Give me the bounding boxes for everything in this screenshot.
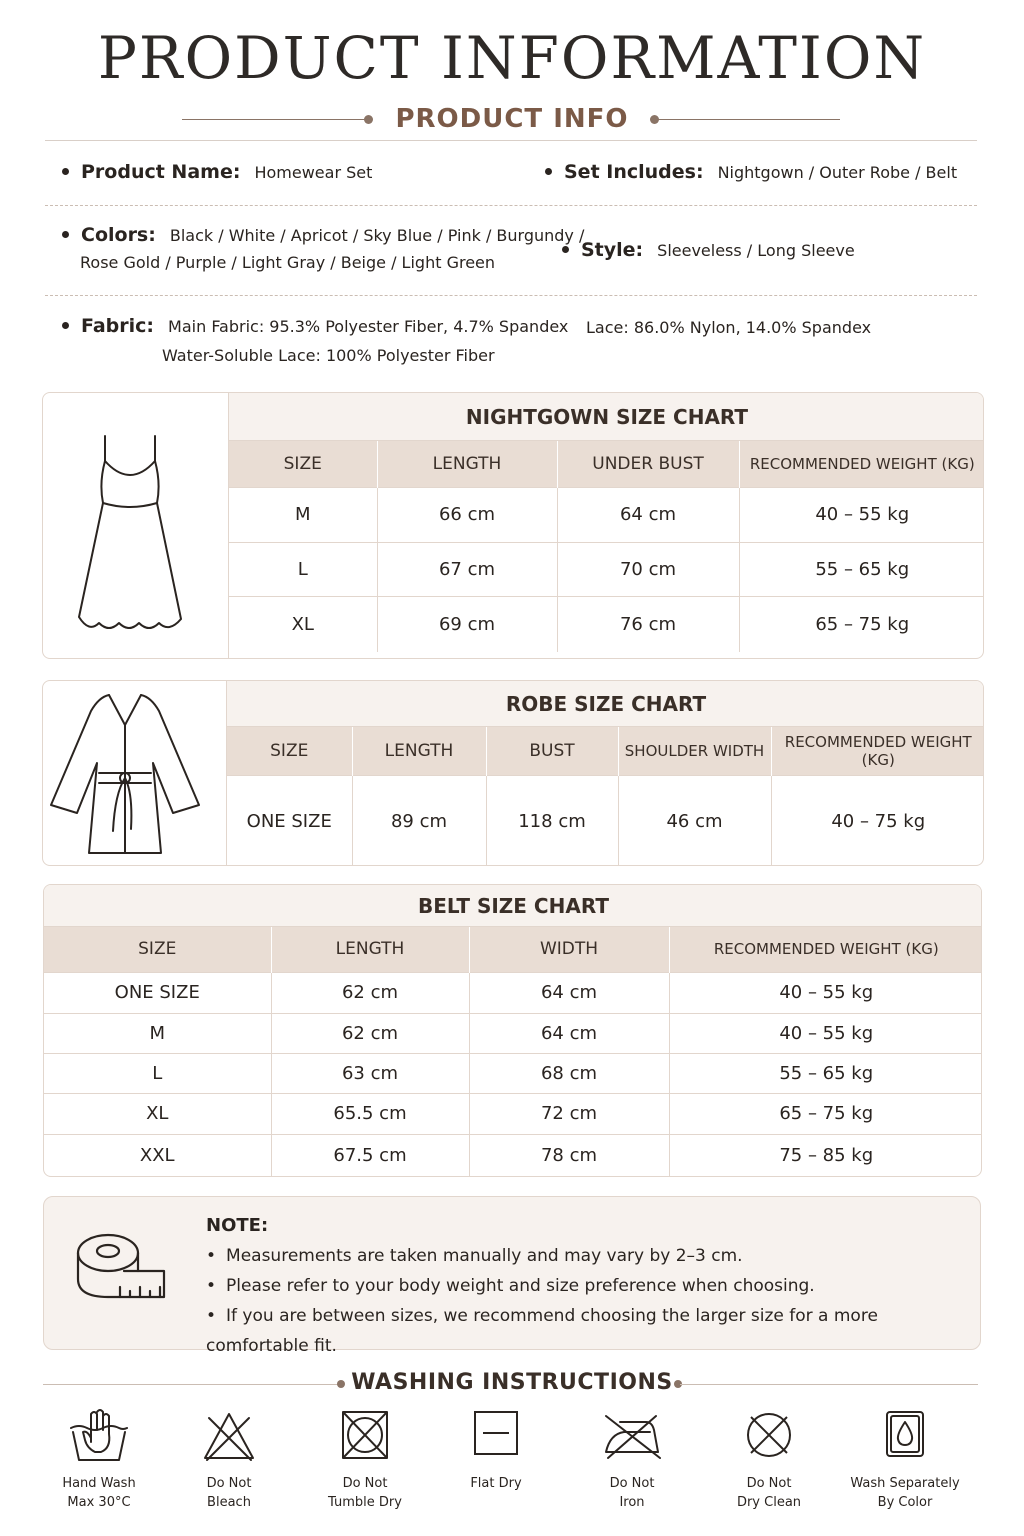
col-size: SIZE: [44, 927, 271, 972]
wash-label-line2: Iron: [619, 1495, 645, 1510]
wash-item-no-dry-clean: [704, 1408, 834, 1512]
fabric-water-soluble: Water-Soluble Lace: 100% Polyester Fiber: [162, 346, 495, 365]
table-row: [44, 1093, 982, 1134]
bullet: [62, 231, 69, 238]
section-subtitle: PRODUCT INFO: [395, 104, 629, 134]
product-name-row: [62, 159, 372, 186]
nightgown-illustration: [43, 393, 229, 658]
cell-bust: 118 cm: [486, 775, 618, 866]
fabric-label: Fabric:: [81, 315, 155, 337]
nightgown-size-chart: [42, 392, 984, 659]
colors-value-line2: Rose Gold / Purple / Light Gray / Beige / Light Green: [80, 253, 496, 272]
no-tumble-dry-icon: [333, 1408, 397, 1464]
col-length: LENGTH: [352, 727, 486, 775]
col-size: SIZE: [229, 441, 377, 487]
cell-weight: 65 – 75 kg: [739, 596, 984, 652]
colors-row: [62, 222, 584, 276]
bullet: [562, 246, 569, 253]
bullet: [62, 322, 69, 329]
col-width: WIDTH: [469, 927, 669, 972]
belt-size-chart: [43, 884, 982, 1177]
wash-item-hand-wash: [34, 1408, 164, 1512]
cell-size: L: [229, 542, 377, 596]
wash-item-no-tumble-dry: [300, 1408, 430, 1512]
fabric-row: [62, 313, 568, 340]
wash-item-wash-separately: [840, 1408, 970, 1512]
wash-label-line2: Bleach: [207, 1495, 251, 1510]
wash-label-line1: Do Not: [342, 1476, 388, 1491]
cell-weight: 40 – 55 kg: [669, 1013, 982, 1053]
cell-length: 67.5 cm: [271, 1134, 469, 1176]
table-row: [44, 972, 982, 1013]
wash-label-line1: Do Not: [206, 1476, 252, 1491]
note-box: [43, 1196, 981, 1356]
washing-title: WASHING INSTRUCTIONS: [351, 1370, 673, 1395]
wash-label-line2: Max 30°C: [67, 1495, 131, 1510]
note-item: • Measurements are taken manually and may vary by 2–3 cm.: [206, 1241, 980, 1271]
cell-weight: 40 – 55 kg: [739, 487, 984, 542]
table-row: [229, 487, 984, 542]
washing-heading: [0, 1370, 1024, 1402]
bullet: [62, 168, 69, 175]
wash-label-line1: Do Not: [746, 1476, 792, 1491]
wash-separately-icon: [873, 1408, 937, 1464]
col-length: LENGTH: [377, 441, 557, 487]
table-row: [44, 1134, 982, 1176]
table-row: [227, 775, 984, 866]
cell-length: 63 cm: [271, 1053, 469, 1093]
cell-length: 62 cm: [271, 1013, 469, 1053]
cell-weight: 75 – 85 kg: [669, 1134, 982, 1176]
col-recommended-weight: RECOMMENDED WEIGHT (KG): [771, 727, 984, 775]
cell-length: 62 cm: [271, 972, 469, 1013]
note-title: NOTE:: [206, 1215, 269, 1236]
belt-chart-title: BELT SIZE CHART: [44, 885, 982, 927]
col-recommended-weight: RECOMMENDED WEIGHT (KG): [669, 927, 982, 972]
nightgown-chart-title: NIGHTGOWN SIZE CHART: [229, 393, 984, 441]
flat-dry-icon: [464, 1408, 528, 1464]
fabric-main: Main Fabric: 95.3% Polyester Fiber, 4.7% Spandex: [168, 317, 569, 336]
product-name-label: Product Name:: [81, 161, 241, 183]
wash-item-no-bleach: [164, 1408, 294, 1512]
cell-weight: 65 – 75 kg: [669, 1093, 982, 1134]
robe-chart-title: ROBE SIZE CHART: [227, 681, 984, 727]
colors-label: Colors:: [81, 224, 156, 246]
robe-table: [227, 727, 984, 866]
col-shoulder-width: SHOULDER WIDTH: [618, 727, 771, 775]
wash-label-line1: Hand Wash: [62, 1476, 136, 1491]
no-iron-icon: [600, 1408, 664, 1464]
note-item: • Please refer to your body weight and size preference when choosing.: [206, 1271, 980, 1301]
nightgown-icon: [43, 393, 229, 659]
page-title: PRODUCT INFORMATION: [97, 24, 927, 92]
cell-shoulder-width: 46 cm: [618, 775, 771, 866]
col-under-bust: UNDER BUST: [557, 441, 739, 487]
cell-size: ONE SIZE: [227, 775, 352, 866]
cell-width: 68 cm: [469, 1053, 669, 1093]
dashed-divider: [45, 295, 977, 296]
cell-length: 66 cm: [377, 487, 557, 542]
wash-label-line2: By Color: [877, 1495, 933, 1510]
col-size: SIZE: [227, 727, 352, 775]
cell-weight: 40 – 55 kg: [669, 972, 982, 1013]
cell-weight: 55 – 65 kg: [669, 1053, 982, 1093]
cell-length: 89 cm: [352, 775, 486, 866]
cell-size: XXL: [44, 1134, 271, 1176]
cell-width: 64 cm: [469, 972, 669, 1013]
set-includes-value: Nightgown / Outer Robe / Belt: [717, 163, 958, 182]
style-value: Sleeveless / Long Sleeve: [657, 241, 855, 260]
robe-illustration: [43, 681, 227, 865]
cell-weight: 55 – 65 kg: [739, 542, 984, 596]
cell-size: M: [229, 487, 377, 542]
cell-length: 65.5 cm: [271, 1093, 469, 1134]
wash-label-line1: Flat Dry: [470, 1476, 522, 1491]
measuring-tape-icon: [76, 1229, 168, 1309]
bullet: [545, 168, 552, 175]
cell-size: XL: [229, 596, 377, 652]
table-row: [229, 596, 984, 652]
fabric-lace: Lace: 86.0% Nylon, 14.0% Spandex: [586, 318, 872, 337]
col-bust: BUST: [486, 727, 618, 775]
dashed-divider: [45, 205, 977, 206]
colors-value-line1: Black / White / Apricot / Sky Blue / Pink / Burgundy /: [169, 226, 585, 245]
divider-right: [680, 1384, 978, 1385]
table-row: [229, 542, 984, 596]
nightgown-table: [229, 441, 984, 652]
wash-item-no-iron: [567, 1408, 697, 1512]
cell-under-bust: 76 cm: [557, 596, 739, 652]
no-dry-clean-icon: [737, 1408, 801, 1464]
belt-table: [44, 927, 982, 1176]
cell-width: 64 cm: [469, 1013, 669, 1053]
cell-weight: 40 – 75 kg: [771, 775, 984, 866]
wash-label-line1: Wash Separately: [850, 1476, 960, 1491]
set-includes-row: [545, 159, 957, 186]
cell-size: M: [44, 1013, 271, 1053]
cell-size: ONE SIZE: [44, 972, 271, 1013]
col-length: LENGTH: [271, 927, 469, 972]
robe-icon: [43, 681, 227, 866]
product-info-heading: [0, 102, 1024, 138]
cell-under-bust: 70 cm: [557, 542, 739, 596]
style-label: Style:: [581, 239, 644, 261]
note-item: • If you are between sizes, we recommend choosing the larger size for a more comfortable fit.: [206, 1301, 980, 1361]
robe-size-chart: [42, 680, 984, 866]
cell-length: 69 cm: [377, 596, 557, 652]
wash-label-line2: Tumble Dry: [328, 1495, 402, 1510]
hand-wash-icon: [67, 1408, 131, 1464]
cell-length: 67 cm: [377, 542, 557, 596]
table-row: [44, 1013, 982, 1053]
wash-label-line1: Do Not: [609, 1476, 655, 1491]
note-list: [206, 1241, 980, 1361]
info-top-rule: [45, 140, 977, 141]
wash-label-line2: Dry Clean: [736, 1495, 802, 1510]
style-row: [562, 237, 855, 264]
cell-width: 78 cm: [469, 1134, 669, 1176]
cell-under-bust: 64 cm: [557, 487, 739, 542]
no-bleach-icon: [197, 1408, 261, 1464]
col-recommended-weight: RECOMMENDED WEIGHT (KG): [739, 441, 984, 487]
cell-size: L: [44, 1053, 271, 1093]
wash-item-flat-dry: [431, 1408, 561, 1493]
table-row: [44, 1053, 982, 1093]
divider-right: [656, 119, 840, 120]
cell-width: 72 cm: [469, 1093, 669, 1134]
product-name-value: Homewear Set: [254, 163, 373, 182]
set-includes-label: Set Includes:: [564, 161, 704, 183]
cell-size: XL: [44, 1093, 271, 1134]
